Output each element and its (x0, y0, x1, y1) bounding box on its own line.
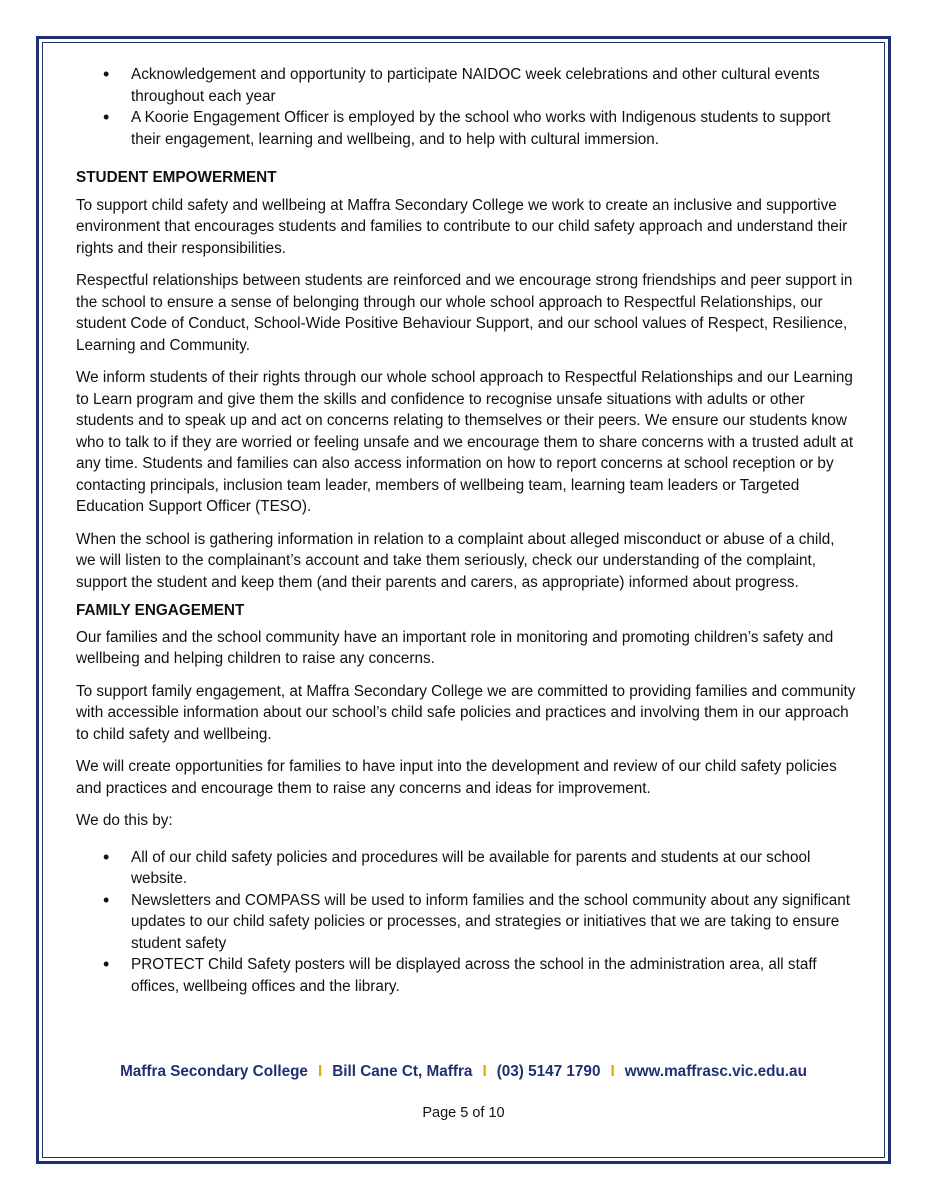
section-heading-student-empowerment: STUDENT EMPOWERMENT (76, 169, 277, 186)
footer-phone: (03) 5147 1790 (496, 1063, 601, 1080)
footer-separator: I (610, 1063, 615, 1080)
page-number: Page 5 of 10 (422, 1105, 505, 1121)
paragraph: Respectful relationships between students are reinforced and we encourage strong friendships and peer support in the school to ensure a sense of belonging through our whole school approach to Respectful Relationships, our student Code of Conduct, School-Wide Positive Behaviour Support, and our school values of Respect, Resilience, Learning and Community. (76, 272, 853, 354)
list-item: • A Koorie Engagement Officer is employed by the school who works with Indigenous students to support their engagement, learning and wellbeing, and to help with cultural immersion. (76, 107, 856, 150)
paragraph: To support child safety and wellbeing at Maffra Secondary College we work to create an inclusive and supportive environment that encourages students and families to contribute to our child safety approach and understand their rights and their responsibilities. (76, 196, 848, 257)
list-item: • All of our child safety policies and procedures will be available for parents and students at our school website. (76, 847, 856, 890)
section-heading-family-engagement: FAMILY ENGAGEMENT (76, 602, 245, 619)
footer-separator: I (317, 1063, 323, 1080)
family-bullet-list (76, 847, 856, 998)
paragraph: Our families and the school community have an important role in monitoring and promoting children’s safety and wellbeing and helping children to raise any concerns. (76, 628, 834, 667)
page-footer (36, 1063, 891, 1081)
document-body (76, 64, 856, 997)
paragraph: To support family engagement, at Maffra Secondary College we are committed to providing families and community with accessible information about our school’s child safe policies and practices and involving them in our approach to child safety and wellbeing. (76, 682, 856, 743)
list-item: • Newsletters and COMPASS will be used to inform families and the school community about any significant updates to our child safety policies or processes, and strategies or initiatives that we are taking to ensure student safety (76, 890, 856, 955)
paragraph: We do this by: (76, 812, 173, 829)
paragraph: When the school is gathering information in relation to a complaint about alleged misconduct or abuse of a child, we will listen to the complainant’s account and take them seriously, check our understanding of the complaint, support the student and keep them (and their parents and carers, as appropriate) informed about progress. (76, 530, 835, 591)
footer-school-name: Maffra Secondary College (120, 1063, 308, 1080)
paragraph: We will create opportunities for families to have input into the development and review of our child safety policies and practices and encourage them to raise any concerns and ideas for improvement. (76, 758, 837, 797)
footer-address: Bill Cane Ct, Maffra (332, 1063, 473, 1080)
paragraph: We inform students of their rights through our whole school approach to Respectful Relationships and our Learning to Learn program and give them the skills and confidence to recognise unsafe situations with adults or other students and to speak up and act on concerns relating to themselves or their peers. We ensure our students know who to talk to if they are worried or feeling unsafe and we encourage them to share concerns with a trusted adult at any time. Students and families can also access information on how to report concerns at school reception or by contacting principals, inclusion team leader, members of wellbeing team, learning team leaders or Targeted Education Support Officer (TESO). (76, 369, 854, 515)
footer-separator: I (482, 1063, 487, 1080)
list-item: • Acknowledgement and opportunity to participate NAIDOC week celebrations and other cultural events throughout each year (76, 64, 856, 107)
cultural-bullet-list (76, 64, 856, 150)
list-item: • PROTECT Child Safety posters will be displayed across the school in the administration area, all staff offices, wellbeing offices and the library. (76, 954, 856, 997)
footer-website: www.maffrasc.vic.edu.au (624, 1063, 807, 1080)
